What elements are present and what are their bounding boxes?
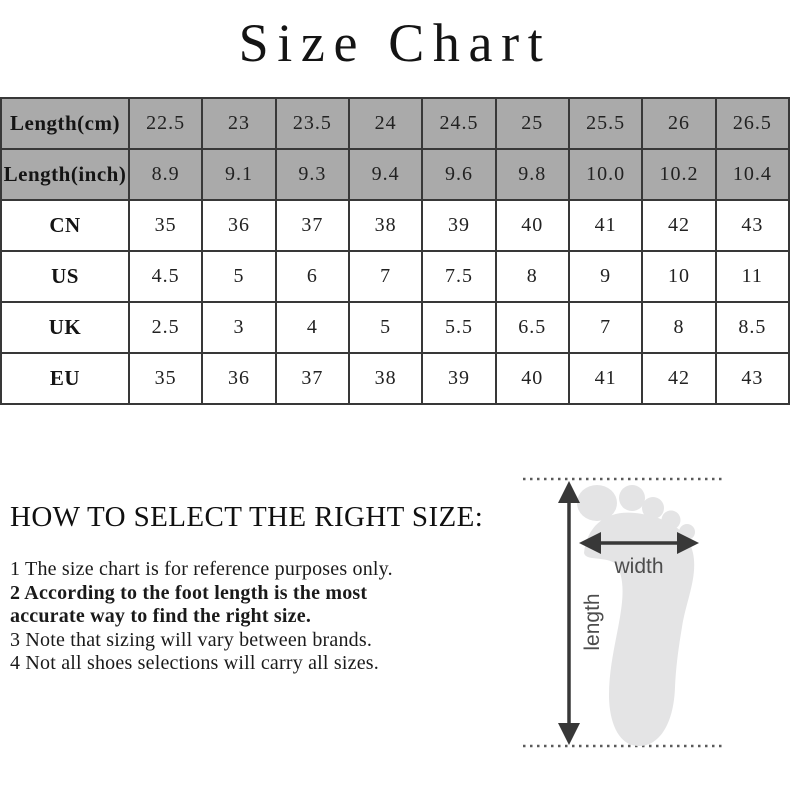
row-label: Length(cm) xyxy=(1,98,129,149)
size-cell: 35 xyxy=(129,353,202,404)
note-line: 3 Note that sizing will vary between brands. xyxy=(10,628,373,651)
size-cell: 6 xyxy=(276,251,349,302)
size-cell: 4.5 xyxy=(129,251,202,302)
row-label: UK xyxy=(1,302,129,353)
size-conversion-table xyxy=(0,97,790,405)
size-cell: 4 xyxy=(276,302,349,353)
length-arrow xyxy=(558,481,580,745)
size-cell: 43 xyxy=(716,200,789,251)
size-cell: 42 xyxy=(642,200,715,251)
note-line: 2 According to the foot length is the most xyxy=(10,581,368,604)
size-cell: 36 xyxy=(202,200,275,251)
size-cell: 3 xyxy=(202,302,275,353)
table-row xyxy=(1,149,789,200)
size-cell: 40 xyxy=(496,353,569,404)
size-cell: 39 xyxy=(422,353,495,404)
table-row xyxy=(1,98,789,149)
size-cell: 22.5 xyxy=(129,98,202,149)
row-label: EU xyxy=(1,353,129,404)
size-cell: 6.5 xyxy=(496,302,569,353)
third-toe xyxy=(642,497,664,519)
width-label: width xyxy=(614,555,664,578)
size-cell: 9.1 xyxy=(202,149,275,200)
size-cell: 9 xyxy=(569,251,642,302)
table-row xyxy=(1,353,789,404)
row-label: US xyxy=(1,251,129,302)
notes-list xyxy=(10,558,470,676)
size-cell: 5.5 xyxy=(422,302,495,353)
row-label: CN xyxy=(1,200,129,251)
size-cell: 7.5 xyxy=(422,251,495,302)
page-title: Size Chart xyxy=(238,13,552,73)
size-cell: 41 xyxy=(569,353,642,404)
size-cell: 26 xyxy=(642,98,715,149)
size-cell: 2.5 xyxy=(129,302,202,353)
size-cell: 24.5 xyxy=(422,98,495,149)
size-cell: 43 xyxy=(716,353,789,404)
table-row xyxy=(1,251,789,302)
size-cell: 9.8 xyxy=(496,149,569,200)
size-cell: 5 xyxy=(202,251,275,302)
size-cell: 23.5 xyxy=(276,98,349,149)
size-cell: 40 xyxy=(496,200,569,251)
size-cell: 42 xyxy=(642,353,715,404)
howto-heading: HOW TO SELECT THE RIGHT SIZE: xyxy=(10,501,484,533)
size-cell: 25 xyxy=(496,98,569,149)
row-label: Length(inch) xyxy=(1,149,129,200)
foot-measurement-diagram xyxy=(505,455,770,770)
size-cell: 41 xyxy=(569,200,642,251)
size-cell: 8.9 xyxy=(129,149,202,200)
size-cell: 37 xyxy=(276,353,349,404)
size-cell: 38 xyxy=(349,353,422,404)
big-toe xyxy=(577,485,617,521)
size-cell: 7 xyxy=(569,302,642,353)
size-cell: 5 xyxy=(349,302,422,353)
size-cell: 8.5 xyxy=(716,302,789,353)
size-cell: 10.2 xyxy=(642,149,715,200)
size-cell: 35 xyxy=(129,200,202,251)
size-cell: 25.5 xyxy=(569,98,642,149)
size-cell: 8 xyxy=(496,251,569,302)
note-line: 4 Not all shoes selections will carry all sizes. xyxy=(10,652,379,674)
size-cell: 11 xyxy=(716,251,789,302)
note-line: accurate way to find the right size. xyxy=(10,605,312,627)
size-cell: 10.4 xyxy=(716,149,789,200)
size-cell: 7 xyxy=(349,251,422,302)
size-cell: 9.3 xyxy=(276,149,349,200)
note-line: 1 The size chart is for reference purposes only. xyxy=(10,558,393,580)
table-row xyxy=(1,302,789,353)
size-cell: 24 xyxy=(349,98,422,149)
how-to-select-section xyxy=(10,501,484,676)
size-cell: 9.6 xyxy=(422,149,495,200)
size-cell: 37 xyxy=(276,200,349,251)
size-cell: 36 xyxy=(202,353,275,404)
size-cell: 26.5 xyxy=(716,98,789,149)
size-cell: 10.0 xyxy=(569,149,642,200)
length-label: length xyxy=(581,593,604,651)
size-cell: 23 xyxy=(202,98,275,149)
table-row xyxy=(1,200,789,251)
second-toe xyxy=(619,485,645,511)
size-cell: 8 xyxy=(642,302,715,353)
size-cell: 38 xyxy=(349,200,422,251)
size-cell: 10 xyxy=(642,251,715,302)
size-cell: 9.4 xyxy=(349,149,422,200)
size-cell: 39 xyxy=(422,200,495,251)
fourth-toe xyxy=(662,511,681,530)
